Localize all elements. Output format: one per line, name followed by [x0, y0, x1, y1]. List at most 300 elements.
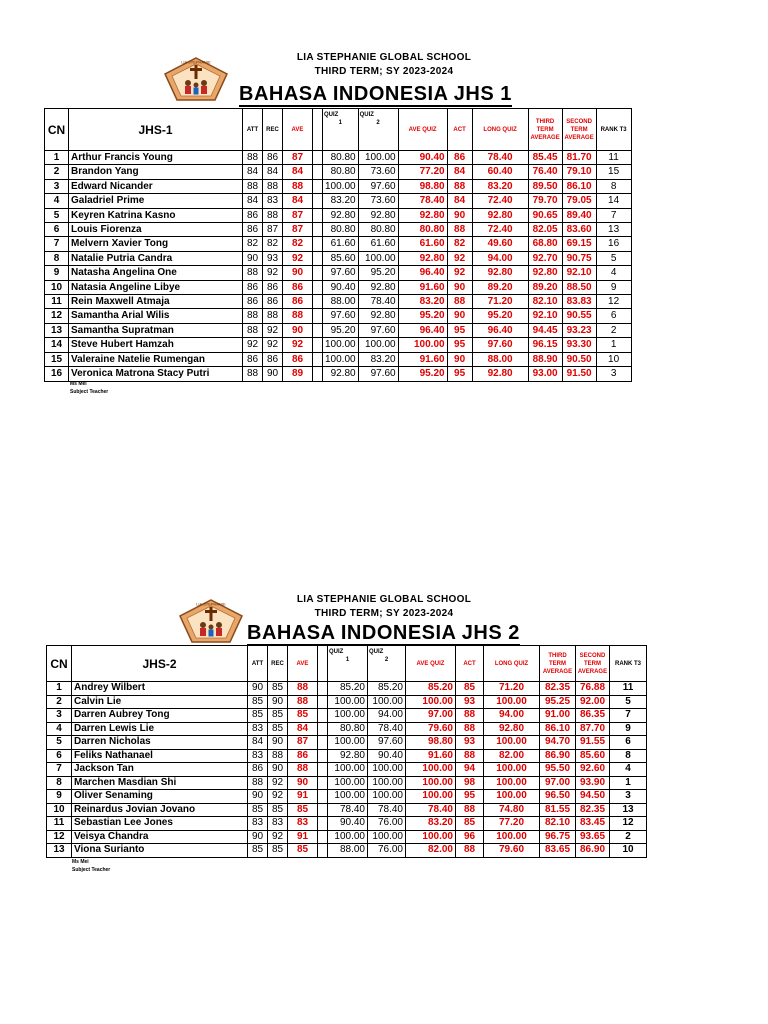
cell-rec: 85 [268, 844, 288, 858]
teacher-role: Subject Teacher [72, 867, 111, 873]
col-third-term-average: THIRD TERM AVERAGE [528, 109, 562, 151]
cell-third-term-average: 68.80 [528, 237, 562, 251]
col-cn: CN [47, 646, 72, 682]
cell-ave: 84 [288, 722, 318, 736]
cell-ave: 86 [283, 295, 313, 309]
cell-att: 86 [243, 223, 263, 237]
col-rank: RANK T3 [596, 109, 631, 151]
cell-att: 86 [243, 352, 263, 366]
cell-second-term-average: 93.65 [576, 830, 610, 844]
cell-act: 85 [456, 817, 484, 831]
cell-long-quiz: 92.80 [472, 266, 528, 280]
cell-rec: 85 [268, 803, 288, 817]
cell-rank: 11 [610, 682, 647, 696]
cell-ave: 82 [283, 237, 313, 251]
cell-cn: 13 [47, 844, 72, 858]
cell-att: 84 [243, 165, 263, 179]
cell-cn: 4 [45, 194, 69, 208]
quiz-number: 2 [376, 120, 380, 126]
cell-ave-quiz: 98.80 [398, 179, 447, 193]
cell-student-name: Brandon Yang [69, 165, 243, 179]
cell-ave-quiz: 78.40 [398, 194, 447, 208]
cell-student-name: Edward Nicander [69, 179, 243, 193]
cell-second-term-average: 88.50 [562, 280, 596, 294]
cell-rec: 92 [263, 338, 283, 352]
cell-rec: 90 [268, 763, 288, 777]
cell-cn: 7 [47, 763, 72, 777]
cell-long-quiz: 92.80 [484, 722, 540, 736]
col-ave-quiz: AVE QUIZ [398, 109, 447, 151]
cell-spacer [318, 844, 328, 858]
cell-long-quiz: 97.60 [472, 338, 528, 352]
cell-quiz2: 100.00 [358, 251, 398, 265]
cell-ave: 86 [288, 749, 318, 763]
cell-rec: 86 [263, 151, 283, 165]
cell-quiz2: 85.20 [368, 682, 406, 696]
cell-spacer [318, 776, 328, 790]
header-row [47, 646, 647, 682]
cell-rank: 1 [610, 776, 647, 790]
cell-rec: 85 [268, 709, 288, 723]
cell-third-term-average: 96.15 [528, 338, 562, 352]
cell-att: 83 [248, 817, 268, 831]
cell-third-term-average: 89.50 [528, 179, 562, 193]
cell-long-quiz: 71.20 [484, 682, 540, 696]
cell-quiz2: 97.60 [358, 179, 398, 193]
cell-quiz1: 100.00 [323, 352, 359, 366]
cell-ave-quiz: 91.60 [398, 352, 447, 366]
cell-ave: 88 [288, 682, 318, 696]
cell-student-name: Samantha Arial Wilis [69, 309, 243, 323]
cell-rank: 12 [610, 817, 647, 831]
cell-cn: 12 [45, 309, 69, 323]
cell-second-term-average: 81.70 [562, 151, 596, 165]
cell-quiz2: 76.00 [368, 844, 406, 858]
cell-rec: 88 [263, 309, 283, 323]
cell-student-name: Darren Aubrey Tong [72, 709, 248, 723]
cell-rec: 83 [263, 194, 283, 208]
cell-student-name: Melvern Xavier Tong [69, 237, 243, 251]
cell-ave: 87 [283, 223, 313, 237]
cell-third-term-average: 90.65 [528, 208, 562, 222]
cell-ave: 87 [288, 736, 318, 750]
cell-att: 88 [243, 367, 263, 381]
col-att: ATT [248, 646, 268, 682]
cell-second-term-average: 85.60 [576, 749, 610, 763]
cell-att: 88 [248, 776, 268, 790]
cell-quiz1: 100.00 [323, 179, 359, 193]
cell-second-term-average: 79.10 [562, 165, 596, 179]
cell-quiz2: 97.60 [358, 367, 398, 381]
cell-act: 88 [447, 179, 472, 193]
cell-quiz1: 92.80 [323, 367, 359, 381]
cell-quiz1: 100.00 [328, 695, 368, 709]
cell-third-term-average: 95.50 [540, 763, 576, 777]
cell-long-quiz: 94.00 [484, 709, 540, 723]
cell-quiz1: 83.20 [323, 194, 359, 208]
cell-ave-quiz: 100.00 [398, 338, 447, 352]
cell-ave: 90 [283, 323, 313, 337]
cell-student-name: Marchen Masdian Shi [72, 776, 248, 790]
cell-quiz2: 100.00 [368, 763, 406, 777]
teacher-role: Subject Teacher [70, 389, 109, 395]
cell-third-term-average: 95.25 [540, 695, 576, 709]
cell-quiz1: 95.20 [323, 323, 359, 337]
cell-long-quiz: 89.20 [472, 280, 528, 294]
cell-quiz1: 80.80 [323, 151, 359, 165]
col-class: JHS-2 [72, 646, 248, 682]
cell-rank: 2 [596, 323, 631, 337]
cell-ave: 89 [283, 367, 313, 381]
cell-spacer [318, 749, 328, 763]
cell-act: 96 [456, 830, 484, 844]
cell-ave-quiz: 100.00 [406, 776, 456, 790]
cell-quiz2: 100.00 [358, 338, 398, 352]
cell-rec: 88 [268, 749, 288, 763]
cell-ave: 85 [288, 709, 318, 723]
cell-ave-quiz: 77.20 [398, 165, 447, 179]
col-long-quiz: LONG QUIZ [484, 646, 540, 682]
col-quiz1 [328, 646, 368, 682]
table-row [47, 817, 647, 831]
cell-quiz1: 97.60 [323, 309, 359, 323]
cell-second-term-average: 91.55 [576, 736, 610, 750]
cell-ave-quiz: 97.00 [406, 709, 456, 723]
cell-third-term-average: 93.00 [528, 367, 562, 381]
cell-cn: 11 [47, 817, 72, 831]
cell-act: 82 [447, 237, 472, 251]
report-title: BAHASA INDONESIA JHS 2 [247, 622, 520, 644]
col-second-term-average: SECOND TERM AVERAGE [562, 109, 596, 151]
cell-quiz2: 92.80 [358, 280, 398, 294]
teacher-signature [72, 858, 110, 874]
cell-student-name: Samantha Supratman [69, 323, 243, 337]
cell-rank: 6 [596, 309, 631, 323]
cell-student-name: Natalie Putria Candra [69, 251, 243, 265]
cell-act: 84 [447, 194, 472, 208]
cell-long-quiz: 79.60 [484, 844, 540, 858]
cell-att: 84 [243, 194, 263, 208]
cell-second-term-average: 83.60 [562, 223, 596, 237]
cell-student-name: Keyren Katrina Kasno [69, 208, 243, 222]
cell-act: 93 [456, 695, 484, 709]
cell-rank: 5 [610, 695, 647, 709]
cell-att: 90 [248, 830, 268, 844]
cell-rank: 9 [596, 280, 631, 294]
cell-rec: 92 [268, 790, 288, 804]
cell-cn: 6 [47, 749, 72, 763]
cell-cn: 5 [45, 208, 69, 222]
cell-student-name: Valeraine Natelie Rumengan [69, 352, 243, 366]
cell-second-term-average: 92.60 [576, 763, 610, 777]
cell-quiz1: 92.80 [323, 208, 359, 222]
cell-ave-quiz: 95.20 [398, 309, 447, 323]
cell-ave: 84 [283, 165, 313, 179]
cell-act: 88 [447, 223, 472, 237]
cell-long-quiz: 60.40 [472, 165, 528, 179]
cell-att: 88 [243, 309, 263, 323]
col-long-quiz: LONG QUIZ [472, 109, 528, 151]
logo-text: LIA STEPHANIE [181, 59, 211, 65]
cell-long-quiz: 71.20 [472, 295, 528, 309]
cell-long-quiz: 95.20 [472, 309, 528, 323]
cell-spacer [318, 763, 328, 777]
cell-cn: 3 [45, 179, 69, 193]
cell-rec: 83 [268, 817, 288, 831]
col-ave-quiz: AVE QUIZ [406, 646, 456, 682]
cell-second-term-average: 86.35 [576, 709, 610, 723]
cell-ave-quiz: 91.60 [406, 749, 456, 763]
cell-second-term-average: 93.90 [576, 776, 610, 790]
cell-third-term-average: 96.50 [540, 790, 576, 804]
quiz-number: 1 [338, 120, 342, 126]
col-quiz2 [368, 646, 406, 682]
cell-att: 86 [243, 208, 263, 222]
cell-quiz1: 80.80 [323, 165, 359, 179]
cell-act: 95 [447, 338, 472, 352]
cell-act: 95 [456, 790, 484, 804]
cell-second-term-average: 90.55 [562, 309, 596, 323]
cell-rec: 86 [263, 352, 283, 366]
cell-third-term-average: 82.10 [540, 817, 576, 831]
cell-rec: 84 [263, 165, 283, 179]
cell-student-name: Oliver Senaming [72, 790, 248, 804]
cell-quiz2: 61.60 [358, 237, 398, 251]
teacher-name: Ms Mei [72, 859, 89, 865]
cell-quiz1: 97.60 [323, 266, 359, 280]
cell-ave: 87 [283, 208, 313, 222]
cell-act: 92 [447, 251, 472, 265]
cell-quiz2: 73.60 [358, 165, 398, 179]
cell-third-term-average: 86.10 [540, 722, 576, 736]
cell-cn: 13 [45, 323, 69, 337]
cell-cn: 10 [45, 280, 69, 294]
cell-third-term-average: 85.45 [528, 151, 562, 165]
cell-long-quiz: 72.40 [472, 194, 528, 208]
cell-act: 88 [456, 722, 484, 736]
cell-ave-quiz: 100.00 [406, 695, 456, 709]
cell-quiz1: 92.80 [328, 749, 368, 763]
cell-quiz1: 80.80 [323, 223, 359, 237]
cell-quiz1: 88.00 [323, 295, 359, 309]
cell-third-term-average: 92.70 [528, 251, 562, 265]
table-row [47, 709, 647, 723]
cell-ave: 88 [288, 695, 318, 709]
cell-rec: 90 [263, 367, 283, 381]
cell-second-term-average: 79.05 [562, 194, 596, 208]
cell-second-term-average: 89.40 [562, 208, 596, 222]
cell-cn: 5 [47, 736, 72, 750]
cell-second-term-average: 93.30 [562, 338, 596, 352]
cell-ave-quiz: 100.00 [406, 763, 456, 777]
cell-quiz2: 80.80 [358, 223, 398, 237]
school-logo [178, 598, 244, 644]
grades-table [46, 645, 647, 858]
cell-student-name: Veronica Matrona Stacy Putri [69, 367, 243, 381]
cell-ave-quiz: 90.40 [398, 151, 447, 165]
col-ave: AVE [283, 109, 313, 151]
cell-cn: 12 [47, 830, 72, 844]
cell-ave: 85 [288, 803, 318, 817]
cell-ave-quiz: 100.00 [406, 790, 456, 804]
col-att: ATT [243, 109, 263, 151]
cell-third-term-average: 82.35 [540, 682, 576, 696]
cell-cn: 1 [45, 151, 69, 165]
cell-second-term-average: 93.23 [562, 323, 596, 337]
cell-quiz1: 100.00 [328, 790, 368, 804]
cell-act: 85 [456, 682, 484, 696]
cell-third-term-average: 94.45 [528, 323, 562, 337]
cell-long-quiz: 92.80 [472, 367, 528, 381]
cell-rank: 2 [610, 830, 647, 844]
cell-second-term-average: 86.10 [562, 179, 596, 193]
cell-rank: 13 [610, 803, 647, 817]
cell-student-name: Feliks Nathanael [72, 749, 248, 763]
cell-act: 88 [456, 844, 484, 858]
cell-quiz1: 100.00 [328, 736, 368, 750]
cell-att: 90 [243, 251, 263, 265]
cell-quiz2: 97.60 [368, 736, 406, 750]
cell-rank: 6 [610, 736, 647, 750]
table-row [47, 722, 647, 736]
quiz-label: QUIZ [324, 112, 339, 118]
cell-ave: 86 [283, 352, 313, 366]
cell-rec: 92 [268, 830, 288, 844]
cell-ave: 86 [283, 280, 313, 294]
cell-quiz2: 78.40 [368, 803, 406, 817]
quiz-label: QUIZ [329, 649, 344, 655]
cell-ave-quiz: 98.80 [406, 736, 456, 750]
cell-ave: 88 [283, 179, 313, 193]
cell-rank: 14 [596, 194, 631, 208]
cell-student-name: Rein Maxwell Atmaja [69, 295, 243, 309]
cell-att: 88 [243, 179, 263, 193]
cell-cn: 6 [45, 223, 69, 237]
cell-rank: 10 [610, 844, 647, 858]
cell-cn: 8 [47, 776, 72, 790]
cell-long-quiz: 72.40 [472, 223, 528, 237]
cell-student-name: Jackson Tan [72, 763, 248, 777]
cell-second-term-average: 82.35 [576, 803, 610, 817]
cell-ave: 91 [288, 830, 318, 844]
cell-spacer [318, 736, 328, 750]
cell-att: 86 [243, 295, 263, 309]
cell-att: 92 [243, 338, 263, 352]
cell-quiz2: 78.40 [368, 722, 406, 736]
cell-ave: 84 [283, 194, 313, 208]
cell-rec: 92 [268, 776, 288, 790]
cell-quiz2: 92.80 [358, 309, 398, 323]
cell-cn: 7 [45, 237, 69, 251]
col-second-term-average: SECOND TERM AVERAGE [576, 646, 610, 682]
cell-rec: 92 [263, 323, 283, 337]
cell-quiz2: 100.00 [368, 695, 406, 709]
cell-rec: 93 [263, 251, 283, 265]
col-rec: REC [263, 109, 283, 151]
cell-student-name: Darren Nicholas [72, 736, 248, 750]
cell-student-name: Galadriel Prime [69, 194, 243, 208]
table-row [47, 844, 647, 858]
quiz-number: 1 [345, 657, 350, 663]
cell-quiz2: 90.40 [368, 749, 406, 763]
school-name: LIA STEPHANIE GLOBAL SCHOOL [296, 594, 472, 605]
cell-ave: 85 [288, 844, 318, 858]
cell-att: 85 [248, 844, 268, 858]
cell-second-term-average: 92.00 [576, 695, 610, 709]
quiz-label: QUIZ [369, 649, 384, 655]
cell-second-term-average: 83.45 [576, 817, 610, 831]
cell-rec: 86 [263, 295, 283, 309]
cell-second-term-average: 76.88 [576, 682, 610, 696]
cell-quiz2: 95.20 [358, 266, 398, 280]
cell-student-name: Sebastian Lee Jones [72, 817, 248, 831]
cell-cn: 1 [47, 682, 72, 696]
cell-student-name: Viona Surianto [72, 844, 248, 858]
cell-second-term-average: 83.83 [562, 295, 596, 309]
cell-third-term-average: 79.70 [528, 194, 562, 208]
cell-quiz1: 100.00 [323, 338, 359, 352]
logo-text: LIA STEPHANIE [196, 601, 226, 607]
cell-third-term-average: 86.90 [540, 749, 576, 763]
cell-att: 85 [248, 695, 268, 709]
cell-ave: 83 [288, 817, 318, 831]
cell-second-term-average: 92.10 [562, 266, 596, 280]
cell-quiz2: 92.80 [358, 208, 398, 222]
cell-att: 88 [243, 151, 263, 165]
cell-student-name: Darren Lewis Lie [72, 722, 248, 736]
col-act: ACT [456, 646, 484, 682]
cell-cn: 3 [47, 709, 72, 723]
cell-ave-quiz: 83.20 [398, 295, 447, 309]
cell-ave: 88 [283, 309, 313, 323]
cell-att: 86 [248, 763, 268, 777]
cell-att: 82 [243, 237, 263, 251]
cell-rec: 90 [268, 695, 288, 709]
cell-cn: 2 [45, 165, 69, 179]
cell-cn: 14 [45, 338, 69, 352]
cell-att: 83 [248, 722, 268, 736]
cell-student-name: Andrey Wilbert [72, 682, 248, 696]
cell-ave-quiz: 92.80 [398, 251, 447, 265]
cell-cn: 15 [45, 352, 69, 366]
cell-long-quiz: 100.00 [484, 830, 540, 844]
cell-student-name: Veisya Chandra [72, 830, 248, 844]
cell-rec: 88 [263, 208, 283, 222]
table-row [47, 803, 647, 817]
table-row [47, 749, 647, 763]
cell-student-name: Reinardus Jovian Jovano [72, 803, 248, 817]
cell-spacer [318, 722, 328, 736]
cell-att: 90 [248, 682, 268, 696]
school-name: LIA STEPHANIE GLOBAL SCHOOL [296, 52, 472, 63]
cell-student-name: Steve Hubert Hamzah [69, 338, 243, 352]
cell-quiz2: 100.00 [368, 830, 406, 844]
term-label: THIRD TERM; SY 2023-2024 [314, 608, 454, 619]
cell-att: 90 [248, 790, 268, 804]
cell-ave: 92 [283, 251, 313, 265]
cell-att: 88 [243, 323, 263, 337]
cell-long-quiz: 74.80 [484, 803, 540, 817]
cell-att: 84 [248, 736, 268, 750]
cell-att: 83 [248, 749, 268, 763]
cell-spacer [318, 817, 328, 831]
cell-third-term-average: 83.65 [540, 844, 576, 858]
cell-student-name: Natasia Angeline Libye [69, 280, 243, 294]
cell-ave-quiz: 100.00 [406, 830, 456, 844]
cell-third-term-average: 96.75 [540, 830, 576, 844]
cell-ave: 90 [288, 776, 318, 790]
cell-long-quiz: 82.00 [484, 749, 540, 763]
